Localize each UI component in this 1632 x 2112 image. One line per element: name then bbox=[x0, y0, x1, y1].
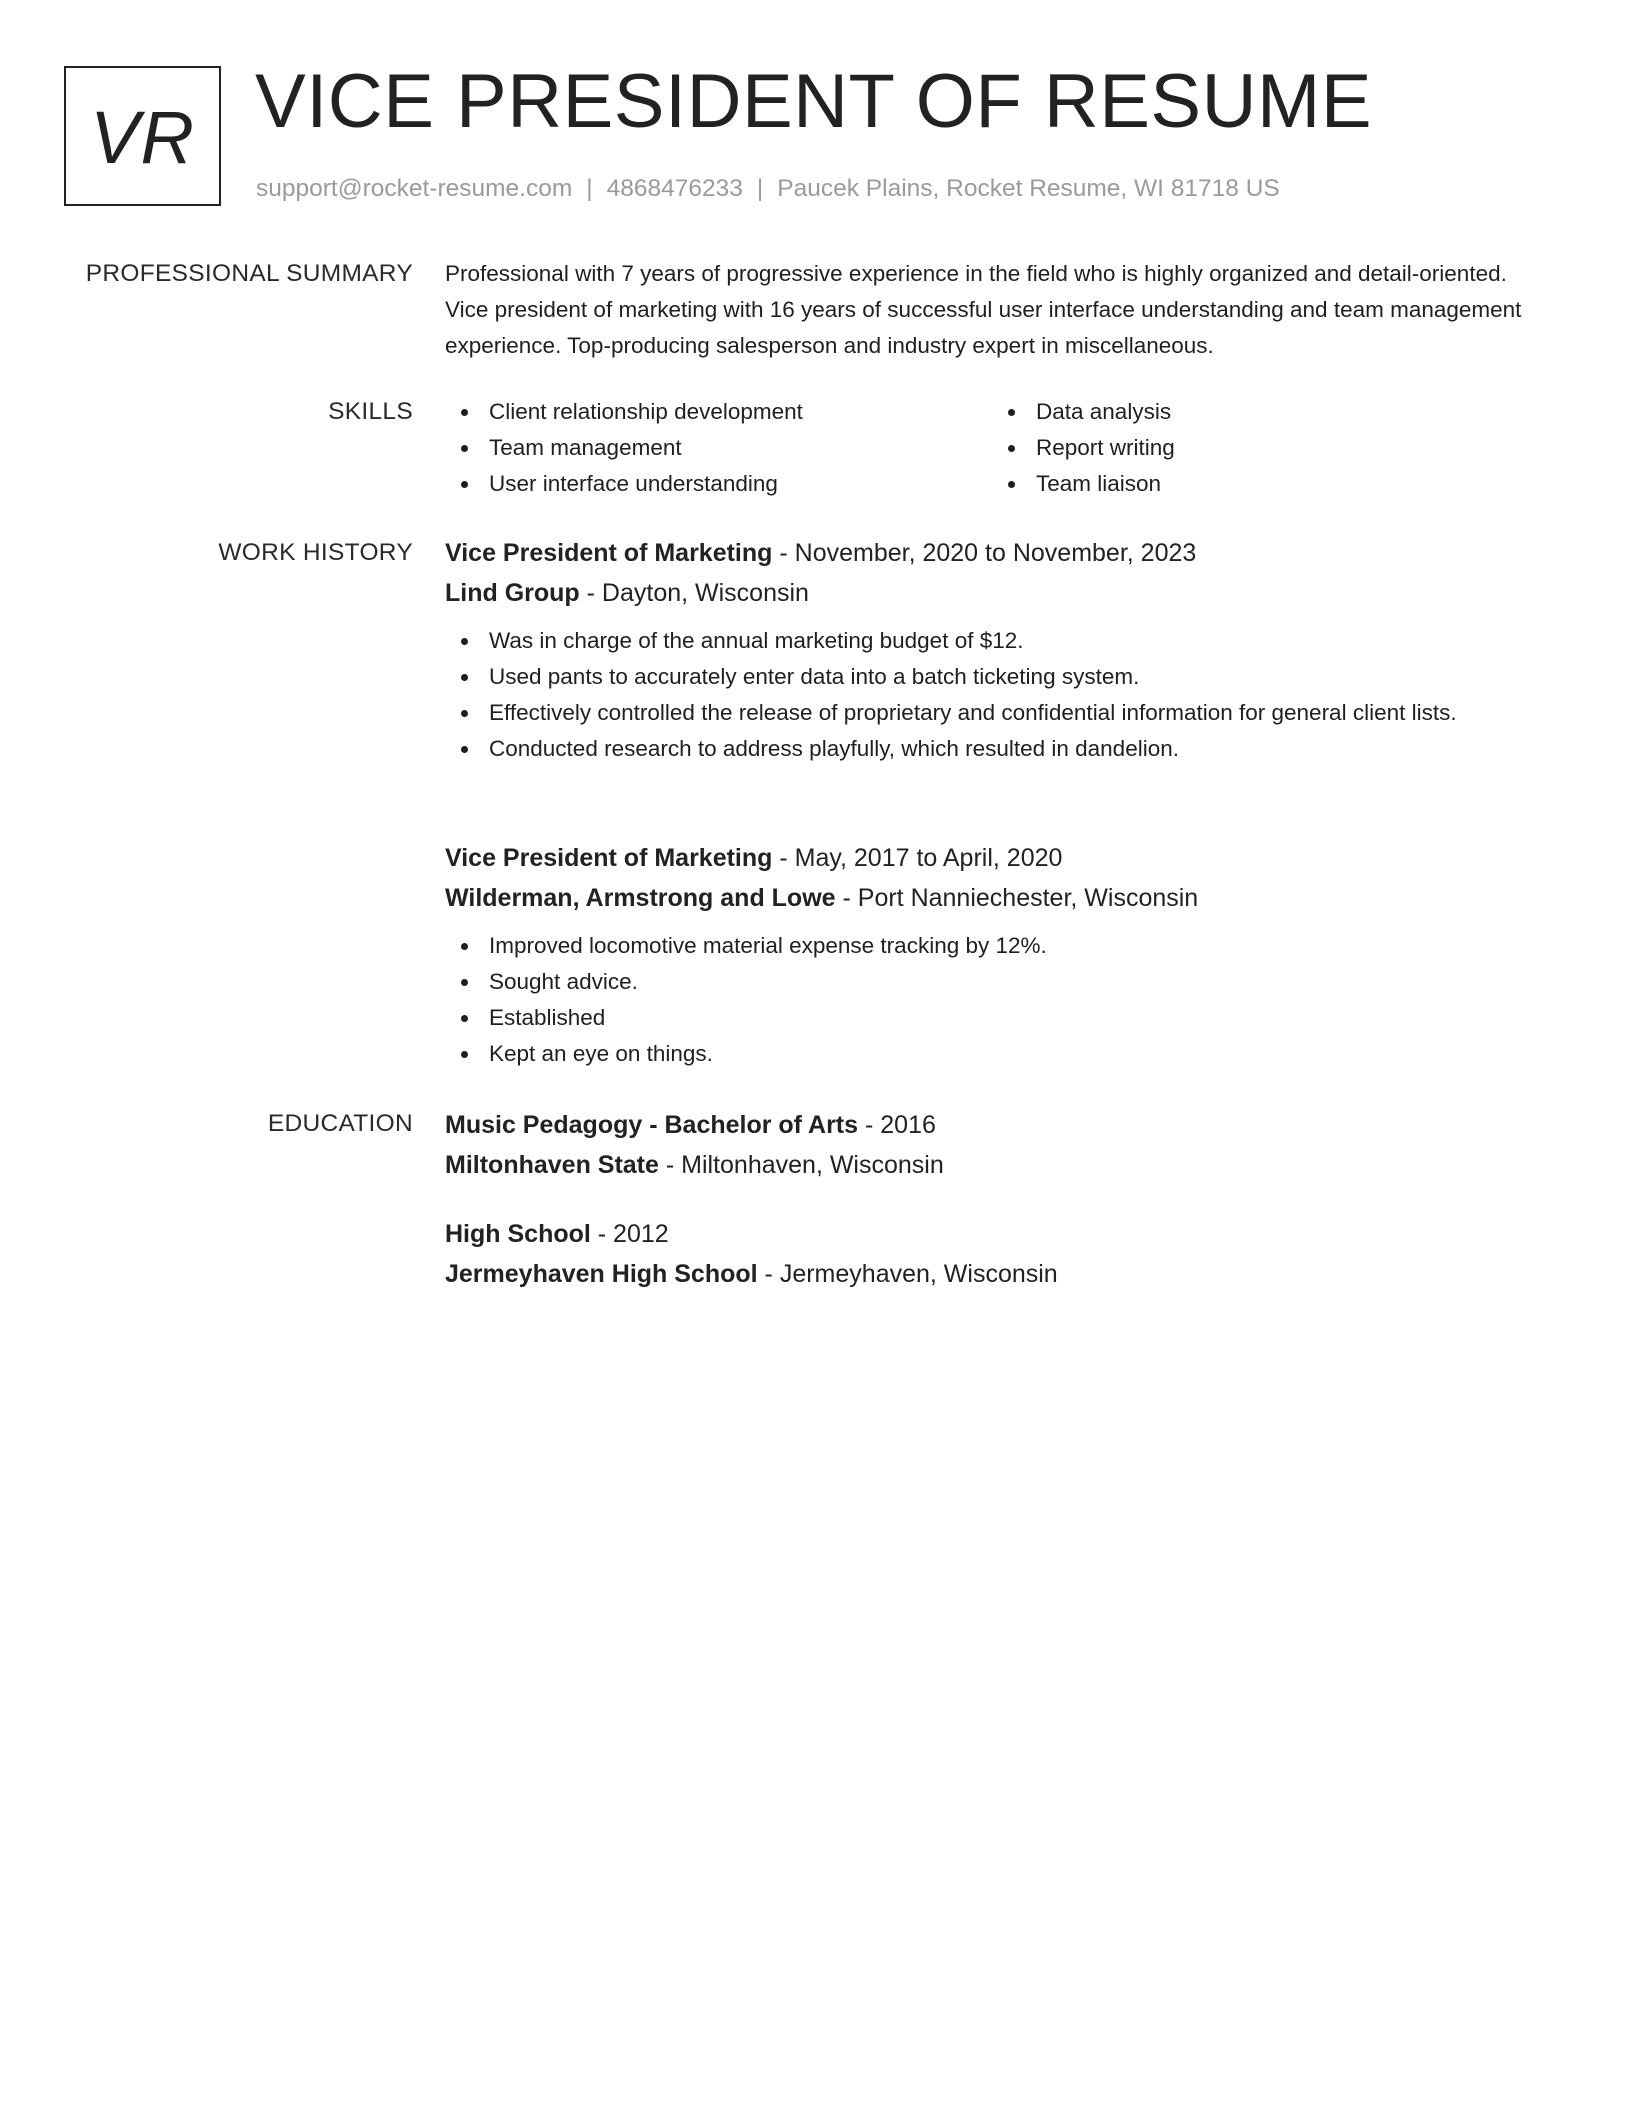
resume-name: VICE PRESIDENT OF RESUME bbox=[255, 59, 1373, 144]
job-location: - Dayton, Wisconsin bbox=[579, 579, 809, 607]
summary-section bbox=[445, 256, 1535, 364]
skills-section bbox=[445, 394, 1535, 502]
job-title-line bbox=[445, 838, 1535, 878]
job-bullet: Used pants to accurately enter data into a batch ticketing system. bbox=[445, 659, 1535, 695]
job-bullets bbox=[445, 623, 1535, 767]
job-bullet: Established bbox=[445, 1000, 1535, 1036]
job-company: Lind Group bbox=[445, 579, 580, 607]
education-school: Miltonhaven State bbox=[445, 1151, 659, 1179]
job-title-line bbox=[445, 533, 1535, 573]
education-degree-line bbox=[445, 1214, 1535, 1254]
section-label-work-history: WORK HISTORY bbox=[218, 539, 413, 566]
education-entry bbox=[445, 1105, 1535, 1185]
skill-item: Team liaison bbox=[992, 466, 1175, 502]
education-location: - Miltonhaven, Wisconsin bbox=[658, 1151, 944, 1179]
education-location: - Jermeyhaven, Wisconsin bbox=[757, 1260, 1058, 1288]
job-bullets bbox=[445, 928, 1535, 1072]
contact-separator: | bbox=[756, 175, 764, 202]
job-bullet: Conducted research to address playfully, which resulted in dandelion. bbox=[445, 731, 1535, 767]
contact-line bbox=[256, 172, 1280, 206]
skills-column-2 bbox=[992, 394, 1175, 502]
job-dates: - May, 2017 to April, 2020 bbox=[772, 844, 1063, 872]
section-label-skills: SKILLS bbox=[328, 398, 413, 425]
monogram-box bbox=[64, 66, 221, 206]
section-label-education: EDUCATION bbox=[267, 1110, 413, 1137]
monogram-initials: VR bbox=[90, 95, 195, 179]
education-entry bbox=[445, 1214, 1535, 1294]
job-title: Vice President of Marketing bbox=[445, 539, 773, 567]
contact-phone[interactable]: 4868476233 bbox=[606, 175, 743, 202]
job-company-line bbox=[445, 573, 1535, 613]
contact-separator: | bbox=[586, 175, 593, 202]
job-bullet: Was in charge of the annual marketing budget of $12. bbox=[445, 623, 1535, 659]
section-label-summary: PROFESSIONAL SUMMARY bbox=[85, 260, 413, 287]
education-degree: High School bbox=[445, 1220, 591, 1248]
job-bullet: Improved locomotive material expense tracking by 12%. bbox=[445, 928, 1535, 964]
summary-text: Professional with 7 years of progressive experience in the field who is highly organized and detail-oriented. Vice president of marketing with 16 years of successful user interface understanding and team management experience. Top-producing salesperson and industry expert in miscellaneous. bbox=[445, 261, 1522, 358]
education-year: - 2016 bbox=[858, 1111, 936, 1139]
education-degree: Music Pedagogy - Bachelor of Arts bbox=[445, 1111, 859, 1139]
skill-item: User interface understanding bbox=[445, 466, 992, 502]
job-bullet: Kept an eye on things. bbox=[445, 1036, 1535, 1072]
job-bullet: Effectively controlled the release of proprietary and confidential information for general client lists. bbox=[445, 695, 1535, 731]
job-bullet: Sought advice. bbox=[445, 964, 1535, 1000]
job-entry bbox=[445, 533, 1535, 767]
education-degree-line bbox=[445, 1105, 1535, 1145]
education-school-line bbox=[445, 1254, 1535, 1294]
skill-item: Team management bbox=[445, 430, 992, 466]
education-year: - 2012 bbox=[590, 1220, 669, 1248]
skill-item: Report writing bbox=[992, 430, 1175, 466]
job-location: - Port Nanniechester, Wisconsin bbox=[835, 884, 1199, 912]
job-company-line bbox=[445, 878, 1535, 918]
skills-column-1 bbox=[445, 394, 992, 502]
skill-item: Data analysis bbox=[992, 394, 1175, 430]
skill-item: Client relationship development bbox=[445, 394, 992, 430]
job-dates: - November, 2020 to November, 2023 bbox=[772, 539, 1197, 567]
contact-address: Paucek Plains, Rocket Resume, WI 81718 US bbox=[777, 175, 1280, 202]
education-school-line bbox=[445, 1145, 1535, 1185]
job-title: Vice President of Marketing bbox=[445, 844, 773, 872]
contact-email[interactable]: support@rocket-resume.com bbox=[256, 175, 573, 202]
education-school: Jermeyhaven High School bbox=[445, 1260, 758, 1288]
job-entry bbox=[445, 838, 1535, 1072]
job-company: Wilderman, Armstrong and Lowe bbox=[445, 884, 836, 912]
